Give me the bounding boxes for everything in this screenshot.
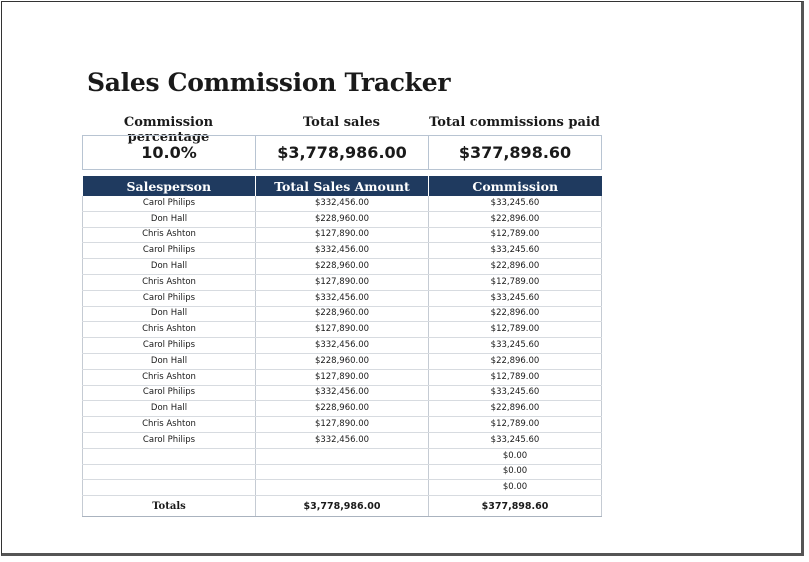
salesperson-cell[interactable]: Don Hall <box>83 306 256 322</box>
salesperson-cell[interactable]: Carol Philips <box>83 385 256 401</box>
header-salesperson: Salesperson <box>83 176 256 196</box>
salesperson-cell[interactable]: Carol Philips <box>83 432 256 448</box>
salesperson-cell[interactable]: Chris Ashton <box>83 369 256 385</box>
table-row <box>83 417 602 433</box>
total-sales-cell[interactable]: $127,890.00 <box>256 369 429 385</box>
salesperson-cell[interactable]: Carol Philips <box>83 243 256 259</box>
document-page <box>1 1 804 556</box>
table-row <box>83 480 602 496</box>
table-row <box>83 322 602 338</box>
salesperson-cell[interactable] <box>83 448 256 464</box>
total-sales-cell[interactable]: $228,960.00 <box>256 211 429 227</box>
salesperson-cell[interactable]: Don Hall <box>83 401 256 417</box>
total-sales-cell[interactable]: $127,890.00 <box>256 322 429 338</box>
total-commissions-cell[interactable]: $377,898.60 <box>428 136 601 169</box>
commission-cell[interactable]: $33,245.60 <box>429 338 602 354</box>
table-row <box>83 211 602 227</box>
salesperson-cell[interactable]: Carol Philips <box>83 338 256 354</box>
total-sales-cell[interactable]: $127,890.00 <box>256 417 429 433</box>
total-sales-cell[interactable]: $127,890.00 <box>256 227 429 243</box>
summary-values <box>82 135 602 170</box>
total-sales-cell[interactable]: $228,960.00 <box>256 259 429 275</box>
commission-cell[interactable]: $0.00 <box>429 448 602 464</box>
table-row <box>83 306 602 322</box>
commission-cell[interactable]: $22,896.00 <box>429 211 602 227</box>
salesperson-cell[interactable] <box>83 480 256 496</box>
table-row <box>83 274 602 290</box>
commission-cell[interactable]: $22,896.00 <box>429 353 602 369</box>
table-body <box>83 196 602 496</box>
salesperson-cell[interactable]: Chris Ashton <box>83 227 256 243</box>
commission-cell[interactable]: $33,245.60 <box>429 290 602 306</box>
total-sales-cell[interactable]: $332,456.00 <box>256 385 429 401</box>
commission-cell[interactable]: $33,245.60 <box>429 243 602 259</box>
total-commissions-label: Total commissions paid <box>429 115 600 130</box>
commission-cell[interactable]: $12,789.00 <box>429 274 602 290</box>
total-sales-cell[interactable] <box>256 448 429 464</box>
totals-sales-cell[interactable]: $3,778,986.00 <box>256 496 429 517</box>
total-sales-cell[interactable]: $332,456.00 <box>256 432 429 448</box>
total-sales-cell[interactable] <box>256 480 429 496</box>
commission-percentage-cell[interactable]: 10.0% <box>141 143 197 162</box>
table-header-row <box>83 176 602 196</box>
salesperson-cell[interactable]: Don Hall <box>83 211 256 227</box>
salesperson-cell[interactable]: Don Hall <box>83 353 256 369</box>
table-row <box>83 338 602 354</box>
salesperson-cell[interactable]: Don Hall <box>83 259 256 275</box>
total-sales-label: Total sales <box>302 115 381 130</box>
total-sales-cell[interactable]: $3,778,986.00 <box>255 136 428 169</box>
total-sales-cell[interactable]: $228,960.00 <box>256 353 429 369</box>
commission-cell[interactable]: $22,896.00 <box>429 306 602 322</box>
total-sales-cell[interactable]: $332,456.00 <box>256 196 429 211</box>
commission-cell[interactable]: $12,789.00 <box>429 369 602 385</box>
page-title: Sales Commission Tracker <box>87 68 451 97</box>
table-row <box>83 369 602 385</box>
commission-percentage-label: Commission percentage <box>123 115 214 145</box>
salesperson-cell[interactable]: Chris Ashton <box>83 274 256 290</box>
table-row <box>83 227 602 243</box>
totals-row <box>83 496 602 517</box>
header-total-sales-amount: Total Sales Amount <box>256 176 429 196</box>
commission-cell[interactable]: $0.00 <box>429 480 602 496</box>
table-row <box>83 401 602 417</box>
table-row <box>83 353 602 369</box>
table-row <box>83 448 602 464</box>
salesperson-cell[interactable]: Carol Philips <box>83 196 256 211</box>
commission-cell[interactable]: $33,245.60 <box>429 196 602 211</box>
salesperson-cell[interactable]: Chris Ashton <box>83 322 256 338</box>
header-commission: Commission <box>429 176 602 196</box>
table-row <box>83 432 602 448</box>
commission-cell[interactable]: $22,896.00 <box>429 401 602 417</box>
salesperson-cell[interactable]: Carol Philips <box>83 290 256 306</box>
commission-cell[interactable]: $12,789.00 <box>429 322 602 338</box>
total-sales-cell[interactable]: $228,960.00 <box>256 401 429 417</box>
total-sales-cell[interactable]: $228,960.00 <box>256 306 429 322</box>
commission-cell[interactable]: $33,245.60 <box>429 385 602 401</box>
commission-table <box>82 176 602 517</box>
totals-label-cell: Totals <box>83 496 256 517</box>
salesperson-cell[interactable] <box>83 464 256 480</box>
table-row <box>83 464 602 480</box>
commission-cell[interactable]: $12,789.00 <box>429 417 602 433</box>
commission-cell[interactable]: $22,896.00 <box>429 259 602 275</box>
commission-cell[interactable]: $0.00 <box>429 464 602 480</box>
table-row <box>83 385 602 401</box>
table-row <box>83 259 602 275</box>
total-sales-cell[interactable]: $332,456.00 <box>256 243 429 259</box>
totals-commission-cell[interactable]: $377,898.60 <box>429 496 602 517</box>
table-row <box>83 196 602 211</box>
table-row <box>83 243 602 259</box>
total-sales-cell[interactable]: $332,456.00 <box>256 290 429 306</box>
commission-cell[interactable]: $12,789.00 <box>429 227 602 243</box>
table-row <box>83 290 602 306</box>
total-sales-cell[interactable]: $127,890.00 <box>256 274 429 290</box>
salesperson-cell[interactable]: Chris Ashton <box>83 417 256 433</box>
commission-cell[interactable]: $33,245.60 <box>429 432 602 448</box>
total-sales-cell[interactable] <box>256 464 429 480</box>
total-sales-cell[interactable]: $332,456.00 <box>256 338 429 354</box>
